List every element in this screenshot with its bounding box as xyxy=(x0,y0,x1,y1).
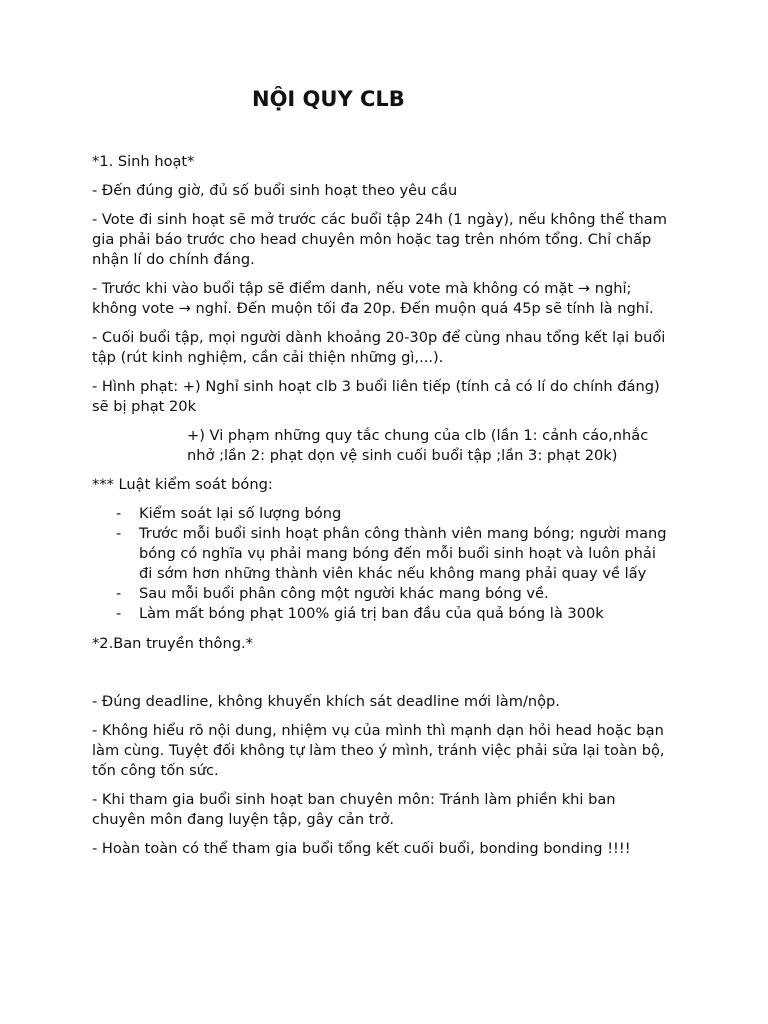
bullet-marker: - xyxy=(116,605,122,622)
rule-paragraph: - Vote đi sinh hoạt sẽ mở trước các buổi tập 24h (1 ngày), nếu không thể tham gia phải báo trước cho head chuyên môn hoặc tag trên nhóm tổng. Chỉ chấp nhận lí do chính đáng. xyxy=(92,211,667,268)
rule-paragraph: - Hoàn toàn có thể tham gia buổi tổng kết cuối buổi, bonding bonding !!!! xyxy=(92,840,631,857)
bullet-marker: - xyxy=(116,585,122,602)
section2-heading: *2.Ban truyền thông.* xyxy=(92,635,253,652)
spacer xyxy=(92,663,668,692)
list-item xyxy=(92,584,668,604)
list-item-text: Làm mất bóng phạt 100% giá trị ban đầu của quả bóng là 300k xyxy=(139,605,604,622)
document-title: NỘI QUY CLB xyxy=(252,87,405,111)
bullet-marker: - xyxy=(116,525,122,542)
list-item-text: Trước mỗi buổi sinh hoạt phân công thành viên mang bóng; người mang bóng có nghĩa vụ phải mang bóng đến mỗi buổi sinh hoạt và luôn phải đi sớm hơn những thành viên khác nếu không mang phải quay về lấy xyxy=(139,525,667,582)
penalty-line-2: +) Vi phạm những quy tắc chung của clb (lần 1: cảnh cáo,nhắc nhở ;lần 2: phạt dọn vệ sinh cuối buổi tập ;lần 3: phạt 20k) xyxy=(187,427,649,464)
list-item xyxy=(92,524,668,584)
list-item-text: Sau mỗi buổi phân công một người khác mang bóng về. xyxy=(139,585,549,602)
section1-heading: *1. Sinh hoạt* xyxy=(92,153,195,170)
rule-paragraph: - Không hiểu rõ nội dung, nhiệm vụ của mình thì mạnh dạn hỏi head hoặc bạn làm cùng. Tuyệt đối không tự làm theo ý mình, tránh việc phải sửa lại toàn bộ, tốn công tốn sức. xyxy=(92,722,665,779)
rule-paragraph: - Cuối buổi tập, mọi người dành khoảng 20-30p để cùng nhau tổng kết lại buổi tập (rút kinh nghiệm, cần cải thiện những gì,...). xyxy=(92,329,666,366)
list-item xyxy=(92,504,668,524)
rule-paragraph: - Khi tham gia buổi sinh hoạt ban chuyên môn: Tránh làm phiền khi ban chuyên môn đang luyện tập, gây cản trở. xyxy=(92,791,616,828)
rule-paragraph: - Đến đúng giờ, đủ số buổi sinh hoạt theo yêu cầu xyxy=(92,182,458,199)
ball-rules-heading: *** Luật kiểm soát bóng: xyxy=(92,476,273,493)
penalty-paragraph: - Hình phạt: +) Nghỉ sinh hoạt clb 3 buổi liên tiếp (tính cả có lí do chính đáng) sẽ bị phạt 20k xyxy=(92,378,660,415)
rule-paragraph: - Trước khi vào buổi tập sẽ điểm danh, nếu vote mà không có mặt → nghỉ; không vote → nghỉ. Đến muộn tối đa 20p. Đến muộn quá 45p sẽ tính là nghỉ. xyxy=(92,280,654,317)
rule-paragraph: - Đúng deadline, không khuyến khích sát deadline mới làm/nộp. xyxy=(92,693,560,710)
bullet-marker: - xyxy=(116,505,122,522)
list-item xyxy=(92,604,668,624)
list-item-text: Kiểm soát lại số lượng bóng xyxy=(139,505,342,522)
ball-rules-list xyxy=(92,504,668,624)
